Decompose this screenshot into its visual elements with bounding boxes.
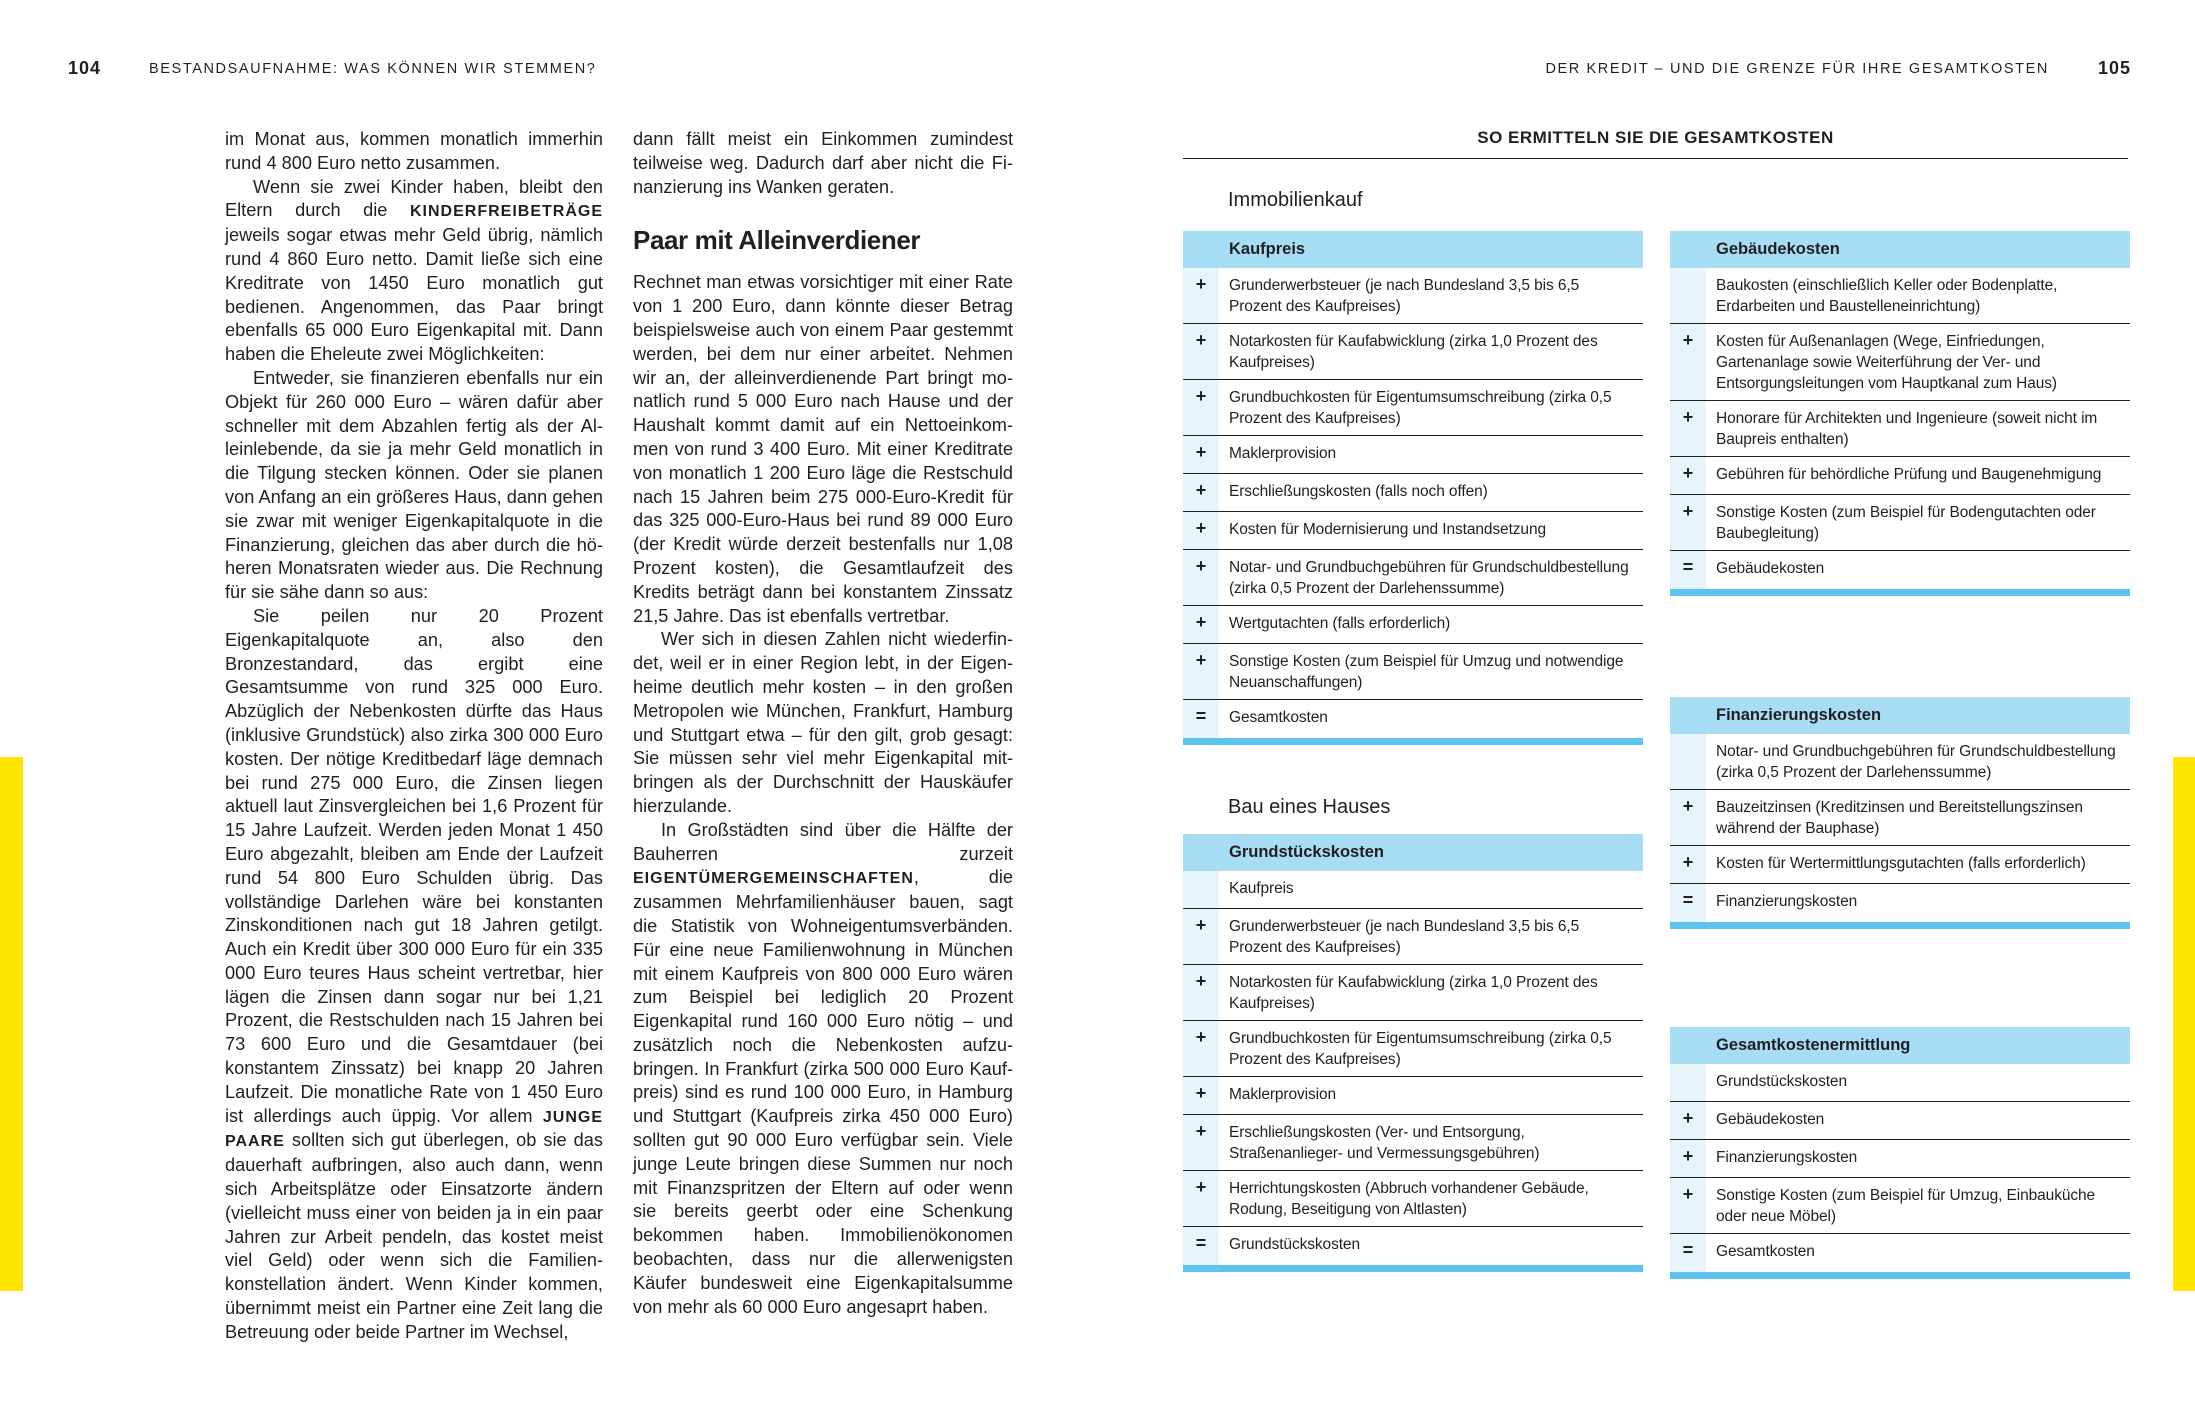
plus-sign: + xyxy=(1670,1102,1706,1139)
operator-empty xyxy=(1670,734,1706,789)
row-text: Grundstückskosten xyxy=(1716,1073,1847,1090)
table-row xyxy=(1183,1115,1643,1171)
table-row xyxy=(1670,846,2130,884)
row-text: Grunderwerbsteuer (je nach Bundesland 3,5 bis 6,5 Prozent des Kaufpreises) xyxy=(1229,277,1580,315)
table-grundstueckskosten xyxy=(1183,834,1643,1272)
row-text: Sonstige Kosten (zum Beispiel für Umzug und notwendige Neuanschaffungen) xyxy=(1229,653,1624,691)
plus-sign: + xyxy=(1670,846,1706,883)
table-row xyxy=(1183,909,1643,965)
row-text: Kaufpreis xyxy=(1229,880,1294,897)
row-text: Bauzeitzinsen (Kreditzinsen und Bereitstellungszinsen während der Bauphase) xyxy=(1716,799,2083,837)
left-running-head: BESTANDSAUFNAHME: WAS KÖNNEN WIR STEMMEN? xyxy=(149,61,597,77)
plus-sign: + xyxy=(1670,495,1706,550)
row-text: Gesamtkosten xyxy=(1716,1243,1815,1260)
table-row xyxy=(1670,1178,2130,1234)
row-text: Gesamtkosten xyxy=(1229,709,1328,726)
table-row xyxy=(1670,401,2130,457)
section-label-bau: Bau eines Hauses xyxy=(1228,796,1391,818)
table-footer-bar xyxy=(1670,589,2130,596)
row-text: Kosten für Wertermittlungsgutachten (falls erforderlich) xyxy=(1716,855,2086,872)
plus-sign: + xyxy=(1183,606,1219,643)
table-row xyxy=(1670,324,2130,401)
table-row xyxy=(1670,884,2130,922)
row-text: Notar- und Grundbuchgebühren für Grundschuldbestellung (zirka 0,5 Prozent der Darlehenssumme) xyxy=(1716,743,2116,781)
section-label-immobilienkauf: Immobilienkauf xyxy=(1228,189,1363,211)
table-row xyxy=(1670,551,2130,589)
table-row xyxy=(1183,965,1643,1021)
row-text: Erschließungskosten (Ver- und Entsorgung, Straßenanlieger- und Vermessungsgebühren) xyxy=(1229,1124,1540,1162)
table-row xyxy=(1183,324,1643,380)
plus-sign: + xyxy=(1183,324,1219,379)
table-header: Gesamtkostenermittlung xyxy=(1670,1027,2130,1064)
plus-sign: + xyxy=(1183,1077,1219,1114)
row-text: Sonstige Kosten (zum Beispiel für Bodengutachten oder Baubegleitung) xyxy=(1716,504,2096,542)
operator-empty xyxy=(1183,871,1219,908)
equals-sign: = xyxy=(1670,551,1706,589)
table-footer-bar xyxy=(1670,922,2130,929)
paragraph: Wer sich in diesen Zahlen nicht wiederfindet, weil er in einer Region lebt, in der Eigenheime deutlich mehr kosten – in den großen Metropolen wie München, Frankfurt, Hamburg und Stuttgart etwa – für den gilt, grob gesagt: Sie müssen sehr viel mehr Eigenkapital mitbringen als der Durchschnitt der Hauskäufer hierzulande. xyxy=(633,629,1013,816)
row-text: Baukosten (einschließlich Keller oder Bodenplatte, Erdarbeiten und Baustelleneinrichtung) xyxy=(1716,277,2058,315)
equals-sign: = xyxy=(1183,1227,1219,1265)
table-row xyxy=(1183,512,1643,550)
table-gebaeudekosten xyxy=(1670,231,2130,596)
row-text: Erschließungskosten (falls noch offen) xyxy=(1229,483,1488,500)
table-finanzierungskosten xyxy=(1670,697,2130,929)
row-text: Gebäudekosten xyxy=(1716,1111,1825,1128)
plus-sign: + xyxy=(1183,380,1219,435)
table-footer-bar xyxy=(1183,738,1643,745)
row-text: Maklerprovision xyxy=(1229,1086,1337,1103)
table-gesamtkostenermittlung xyxy=(1670,1027,2130,1279)
left-accent-bar xyxy=(0,757,23,1291)
equals-sign: = xyxy=(1670,884,1706,922)
table-row xyxy=(1670,457,2130,495)
table-row xyxy=(1670,1064,2130,1102)
table-row xyxy=(1183,1227,1643,1265)
table-row xyxy=(1183,1077,1643,1115)
paragraph: im Monat aus, kommen monatlich immerhin rund 4 800 Euro netto zusammen. xyxy=(225,129,603,173)
plus-sign: + xyxy=(1183,550,1219,605)
plus-sign: + xyxy=(1183,268,1219,323)
keyword: EIGENTÜMERGEMEINSCHAFTEN xyxy=(633,870,914,888)
table-row xyxy=(1183,1021,1643,1077)
table-row xyxy=(1183,436,1643,474)
table-footer-bar xyxy=(1670,1272,2130,1279)
infobox-title: SO ERMITTELN SIE DIE GESAMTKOSTEN xyxy=(1477,128,1834,147)
table-row xyxy=(1183,606,1643,644)
table-row xyxy=(1183,550,1643,606)
row-text: Gebühren für behördliche Prüfung und Baugenehmigung xyxy=(1716,466,2102,483)
plus-sign: + xyxy=(1670,1140,1706,1177)
table-row xyxy=(1183,268,1643,324)
operator-empty xyxy=(1670,268,1706,323)
text-column-1 xyxy=(225,128,603,1345)
paragraph: Entweder, sie finanzieren ebenfalls nur ein Objekt für 260 000 Euro – wären dafür aber schneller mit dem Abzahlen fertig als der Alleinlebende, da sie ja mehr Geld monatlich in die Tilgung stecken können. Oder sie planen von Anfang an ein größeres Haus, dann gehen sie zwar mit weniger Eigenkapitalquote in die Finanzierung, gleichen das aber durch die höheren Monatsraten wieder aus. Die Rechnung für sie sähe dann so aus: xyxy=(225,367,603,603)
paragraph: Rechnet man etwas vorsichtiger mit einer Rate von 1 200 Euro, dann könnte dieser Betrag beispielsweise auch von einem Paar gestemmt werden, bei dem nur einer arbeitet. Nehmen wir an, der alleinverdienende Part bringt monatlich rund 5 000 Euro nach Hause und der Haushalt kommt damit auf ein Nettoeinkommen von rund 3 400 Euro. Mit einer Kreditrate von monatlich 1 200 Euro läge die Restschuld nach 15 Jahren beim 275 000-Euro-Kredit für das 325 000-Euro-Haus bei rund 89 000 Euro (der Kredit würde derzeit bestenfalls nur 1,08 Prozent kosten), die Gesamtlaufzeit des Kredits beträgt dann bei konstantem Zinssatz 21,5 Jahre. Das ist ebenfalls vertretbar. xyxy=(633,272,1013,626)
table-row xyxy=(1670,734,2130,790)
row-text: Grundbuchkosten für Eigentumsumschreibung (zirka 0,5 Prozent des Kaufpreises) xyxy=(1229,389,1612,427)
plus-sign: + xyxy=(1183,965,1219,1020)
plus-sign: + xyxy=(1670,401,1706,456)
table-row xyxy=(1670,268,2130,324)
plus-sign: + xyxy=(1183,436,1219,473)
equals-sign: = xyxy=(1183,700,1219,738)
keyword: KINDERFREIBETRÄGE xyxy=(409,203,603,221)
plus-sign: + xyxy=(1183,512,1219,549)
row-text: Finanzierungskosten xyxy=(1716,1149,1858,1166)
plus-sign: + xyxy=(1183,909,1219,964)
table-row xyxy=(1670,1234,2130,1272)
row-text: Grundbuchkosten für Eigentumsumschreibung (zirka 0,5 Prozent des Kaufpreises) xyxy=(1229,1030,1612,1068)
table-row xyxy=(1183,1171,1643,1227)
plus-sign: + xyxy=(1183,1115,1219,1170)
row-text: Kosten für Modernisierung und Instandsetzung xyxy=(1229,521,1546,538)
left-page-number: 104 xyxy=(68,58,102,78)
table-header: Kaufpreis xyxy=(1183,231,1643,268)
row-text: Notarkosten für Kaufabwicklung (zirka 1,0 Prozent des Kaufpreises) xyxy=(1229,333,1598,371)
row-text: Wertgutachten (falls erforderlich) xyxy=(1229,615,1451,632)
plus-sign: + xyxy=(1670,324,1706,400)
row-text: Sonstige Kosten (zum Beispiel für Umzug, Einbauküche oder neue Möbel) xyxy=(1716,1187,2096,1225)
row-text: Notarkosten für Kaufabwicklung (zirka 1,0 Prozent des Kaufpreises) xyxy=(1229,974,1598,1012)
plus-sign: + xyxy=(1670,457,1706,494)
table-row xyxy=(1670,495,2130,551)
plus-sign: + xyxy=(1183,1171,1219,1226)
right-page-number: 105 xyxy=(2097,58,2131,78)
table-row xyxy=(1183,380,1643,436)
row-text: Notar- und Grundbuchgebühren für Grundschuldbestellung (zirka 0,5 Prozent der Darlehenssumme) xyxy=(1229,559,1629,597)
table-row xyxy=(1183,871,1643,909)
plus-sign: + xyxy=(1670,790,1706,845)
table-row xyxy=(1183,700,1643,738)
row-text: Grunderwerbsteuer (je nach Bundesland 3,5 bis 6,5 Prozent des Kaufpreises) xyxy=(1229,918,1580,956)
right-accent-bar xyxy=(2173,757,2195,1291)
operator-empty xyxy=(1670,1064,1706,1101)
keyword: JUNGE PAARE xyxy=(225,1108,603,1151)
row-text: Herrichtungskosten (Abbruch vorhandener Gebäude, Rodung, Beseitigung von Altlasten) xyxy=(1229,1180,1589,1218)
plus-sign: + xyxy=(1670,1178,1706,1233)
table-footer-bar xyxy=(1183,1265,1643,1272)
text-column-2 xyxy=(633,128,1013,1319)
table-row xyxy=(1183,474,1643,512)
section-heading: Paar mit Alleinverdiener xyxy=(633,225,921,256)
paragraph: Wenn sie zwei Kinder haben, bleibt den Eltern durch die KINDERFREIBETRÄGE jeweils sogar etwas mehr Geld übrig, nämlich rund 4 860 Euro netto. Damit ließe sich eine Kreditrate von 1450 Euro monatlich gut bedienen. Angenommen, das Paar bringt ebenfalls 65 000 Euro Eigenkapital mit. Dann haben die Eheleute zwei Möglichkeiten: xyxy=(225,176,603,365)
paragraph: In Großstädten sind über die Hälfte der Bauherren zurzeit EIGENTÜMERGEMEINSCHAFTEN, die zusammen Mehrfamilienhäuser bauen, sagt die Statistik von Wohneigentumsverbänden. Für eine neue Familienwohnung in München mit einem Kaufpreis von 800 000 Euro wären zum Beispiel bei lediglich 20 Prozent Eigenkapital rund 160 000 Euro nötig – und zusätzlich noch die Nebenkosten aufzubringen. In Frankfurt (zirka 500 000 Euro Kaufpreis) sind es rund 100 000 Euro, in Hamburg und Stuttgart (Kaufpreis zirka 450 000 Euro) sollten gut 90 000 Euro verfügbar sein. Viele junge Leute bringen diese Summen nur noch mit Finanzspritzen der Eltern auf oder wenn sie bereits geerbt oder eine Schenkung bekommen haben. Immobilienökonomen beobachten, dass nur die allerwenigsten Käufer bundesweit eine Eigenkapitalsumme von mehr als 60 000 Euro angesaprt haben. xyxy=(633,819,1013,1317)
paragraph: Sie peilen nur 20 Prozent Eigenkapitalquote an, also den Bronzestandard, das ergibt eine Gesamtsumme von rund 325 000 Euro. Abzüglich der Nebenkosten dürfte das Haus (inklusive Grundstück) also zirka 300 000 Euro kosten. Der nötige Kreditbedarf läge demnach bei rund 275 000 Euro, die Zinsen liegen aktuell laut Zinsvergleichen bei 1,6 Prozent für 15 Jahre Laufzeit. Werden jeden Monat 1 450 Euro abgezahlt, bleiben am Ende der Laufzeit rund 54 800 Euro Schulden übrig. Das vollständige Darlehen wäre bei konstanten Zinskonditionen nach gut 18 Jahren getilgt. Auch ein Kredit über 300 000 Euro für ein 335 000 Euro teures Haus scheint vertretbar, hier lägen die Zinsen dann sogar nur bei 1,21 Prozent, die Restschulden nach 15 Jahren bei 73 600 Euro und die Gesamtdauer (bei konstantem Zinssatz) bei knapp 20 Jahren Laufzeit. Die monatliche Rate von 1 450 Euro ist allerdings auch üppig. Vor allem JUNGE PAARE sollten sich gut überlegen, ob sie das dauerhaft aufbringen, also auch dann, wenn sich Arbeitsplätze oder Einsatzorte ändern (vielleicht muss einer von beiden ja in ein paar Jahren zur Arbeit pendeln, das kostet meist viel Geld) oder wenn sich die Familienkonstellation ändert. Wenn Kinder kommen, übernimmt meist ein Partner eine Zeit lang die Betreuung oder beide Partner im Wechsel, xyxy=(225,605,603,1342)
row-text: Kosten für Außenanlagen (Wege, Einfriedungen, Gartenanlage sowie Weiterführung der Ver- und Entsorgungsleitungen vom Hauptkanal zum Haus) xyxy=(1716,333,2057,392)
table-header: Finanzierungskosten xyxy=(1670,697,2130,734)
plus-sign: + xyxy=(1183,474,1219,511)
row-text: Gebäudekosten xyxy=(1716,560,1825,577)
plus-sign: + xyxy=(1183,644,1219,699)
table-header: Gebäudekosten xyxy=(1670,231,2130,268)
plus-sign: + xyxy=(1183,1021,1219,1076)
table-row xyxy=(1670,1140,2130,1178)
table-row xyxy=(1183,644,1643,700)
infobox-rule xyxy=(1183,158,2128,159)
table-row xyxy=(1670,790,2130,846)
table-header: Grundstückskosten xyxy=(1183,834,1643,871)
table-kaufpreis xyxy=(1183,231,1643,745)
paragraph: dann fällt meist ein Einkommen zumindest teilweise weg. Dadurch darf aber nicht die Finanzierung ins Wanken geraten. xyxy=(633,129,1013,197)
row-text: Honorare für Architekten und Ingenieure (soweit nicht im Baupreis enthalten) xyxy=(1716,410,2098,448)
row-text: Finanzierungskosten xyxy=(1716,893,1858,910)
row-text: Grundstückskosten xyxy=(1229,1236,1360,1253)
right-running-head: DER KREDIT – UND DIE GRENZE FÜR IHRE GESAMTKOSTEN xyxy=(1545,61,2049,77)
table-row xyxy=(1670,1102,2130,1140)
equals-sign: = xyxy=(1670,1234,1706,1272)
row-text: Maklerprovision xyxy=(1229,445,1337,462)
